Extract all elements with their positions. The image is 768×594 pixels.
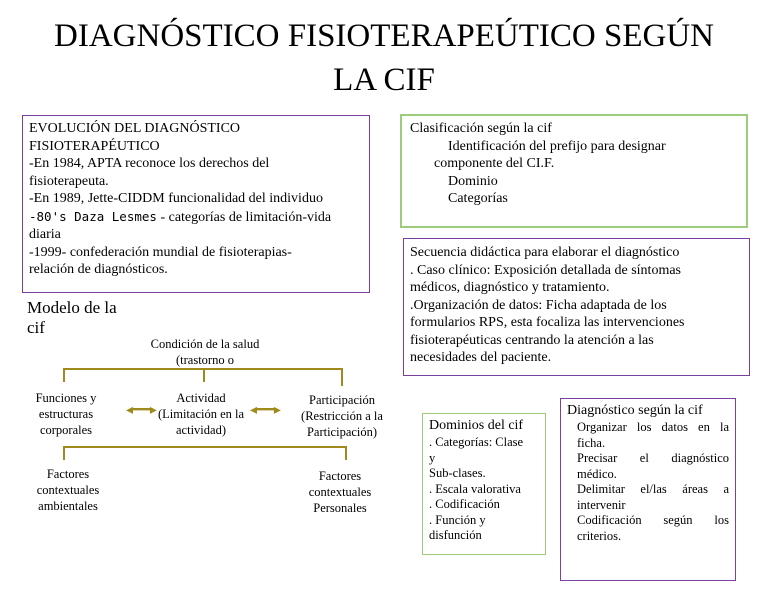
- activity-line-2: (Limitación en la: [157, 407, 245, 421]
- classification-line-2: componente del CI.F.: [434, 156, 555, 171]
- personal-line-3: Personales: [313, 501, 367, 515]
- top-connector-right-tick: [341, 368, 343, 386]
- sequence-line-5: fisioterapéuticas centrando la atención a las: [410, 332, 654, 348]
- diagnosis-box: [560, 398, 736, 581]
- sequence-box: [403, 238, 750, 376]
- sequence-line-4: formularios RPS, esta focaliza las intervenciones: [410, 315, 685, 330]
- activity-line-3: actividad): [176, 423, 226, 437]
- title-line-1: DIAGNÓSTICO FISIOTERAPEÚTICO SEGÚN: [54, 18, 714, 54]
- evolution-heading-2: FISIOTERAPÉUTICO: [29, 138, 160, 154]
- diagnosis-line-1b: ficha.: [577, 435, 606, 450]
- environmental-line-2: contextuales: [36, 483, 100, 497]
- bottom-connector-right-tick: [345, 446, 347, 460]
- top-connector-left-tick: [63, 368, 65, 382]
- evolution-item-1999: -1999- confederación mundial de fisioterapias-: [29, 244, 292, 260]
- left-double-arrow: ◂━━▸: [126, 403, 157, 418]
- participation-node: [288, 392, 396, 440]
- sequence-line-6: necesidades del paciente.: [410, 350, 552, 365]
- evolution-item-1984-cont: fisioterapeuta.: [29, 173, 109, 189]
- classification-line-1: Identificación del prefijo para designar: [448, 138, 666, 154]
- participation-line-1: Participación: [309, 393, 375, 407]
- functions-line-1: Funciones y: [35, 391, 97, 405]
- evolution-item-80s-text: - categorías de limitación-vida: [156, 209, 332, 225]
- top-connector-mid-tick: [203, 368, 205, 382]
- right-double-arrow: ◂━━▸: [250, 403, 281, 418]
- functions-line-2: estructuras: [38, 407, 94, 421]
- domains-heading: Dominios del cif: [429, 418, 524, 433]
- diagnosis-line-1: Organizar los datos en la: [577, 420, 729, 434]
- sequence-heading: Secuencia didáctica para elaborar el diagnóstico: [410, 245, 680, 260]
- participation-line-3: Participación): [306, 425, 378, 439]
- evolution-heading: EVOLUCIÓN DEL DIAGNÓSTICO: [29, 121, 241, 136]
- model-heading-line-2: cif: [27, 318, 45, 337]
- evolution-item-1984: -En 1984, APTA reconoce los derechos del: [29, 156, 270, 171]
- domains-line-1: . Categorías: Clase: [429, 435, 524, 449]
- bottom-connector-line: [63, 446, 347, 448]
- model-heading: [27, 298, 167, 337]
- domains-line-4: . Codificación: [429, 497, 500, 511]
- evolution-item-1989: -En 1989, Jette-CIDDM funcionalidad del individuo: [29, 191, 323, 206]
- environmental-line-1: Factores: [46, 467, 90, 481]
- diagnosis-line-4: Codificación según los: [577, 513, 729, 527]
- diagnosis-line-3b: intervenir: [577, 497, 626, 512]
- domains-line-2: Sub-clases.: [429, 466, 486, 480]
- health-condition-line-1: Condición de la salud: [150, 337, 260, 351]
- participation-line-2: (Restricción a la: [301, 409, 383, 423]
- personal-line-2: contextuales: [308, 485, 372, 499]
- functions-line-3: corporales: [39, 423, 93, 437]
- evolution-box: [22, 115, 370, 293]
- model-heading-line-1: Modelo de la: [27, 298, 117, 317]
- classification-heading: Clasificación según la cif: [410, 121, 552, 136]
- domains-line-6: disfunción: [429, 528, 482, 542]
- evolution-item-80s-cont: diaria: [29, 227, 61, 242]
- domains-line-3: . Escala valorativa: [429, 481, 521, 496]
- classification-box: [400, 114, 748, 228]
- diagnosis-line-4b: criterios.: [577, 528, 622, 543]
- environmental-line-3: ambientales: [38, 499, 98, 513]
- personal-line-1: Factores: [318, 469, 362, 483]
- domains-line-1b: y: [429, 450, 436, 465]
- domains-line-5: . Función y: [429, 512, 486, 527]
- health-condition-node: [130, 336, 280, 368]
- sequence-line-3: .Organización de datos: Ficha adaptada de los: [410, 297, 667, 313]
- health-condition-line-2: (trastorno o: [176, 353, 234, 367]
- domains-box: [422, 413, 546, 555]
- evolution-item-80s-mono: -80's Daza Lesmes: [29, 208, 157, 224]
- activity-node: [148, 390, 254, 438]
- personal-factors-node: [290, 468, 390, 516]
- diagnosis-line-2: Precisar el diagnóstico: [577, 451, 729, 465]
- diagnosis-line-3: Delimitar el/las áreas a: [577, 482, 729, 496]
- classification-line-4: Categorías: [448, 191, 508, 206]
- title-line-2: LA CIF: [333, 62, 435, 98]
- sequence-line-2: médicos, diagnóstico y tratamiento.: [410, 280, 610, 295]
- functions-node: [20, 390, 112, 438]
- page-title: [0, 14, 768, 102]
- environmental-factors-node: [20, 466, 116, 514]
- diagnosis-heading: Diagnóstico según la cif: [567, 403, 703, 418]
- classification-line-3: Dominio: [448, 173, 498, 189]
- evolution-item-80s: [29, 208, 363, 227]
- bottom-connector-left-tick: [63, 446, 65, 460]
- diagnosis-line-2b: médico.: [577, 466, 617, 481]
- sequence-line-1: . Caso clínico: Exposición detallada de síntomas: [410, 262, 681, 278]
- activity-line-1: Actividad: [176, 391, 226, 405]
- evolution-item-1999-cont: relación de diagnósticos.: [29, 262, 168, 277]
